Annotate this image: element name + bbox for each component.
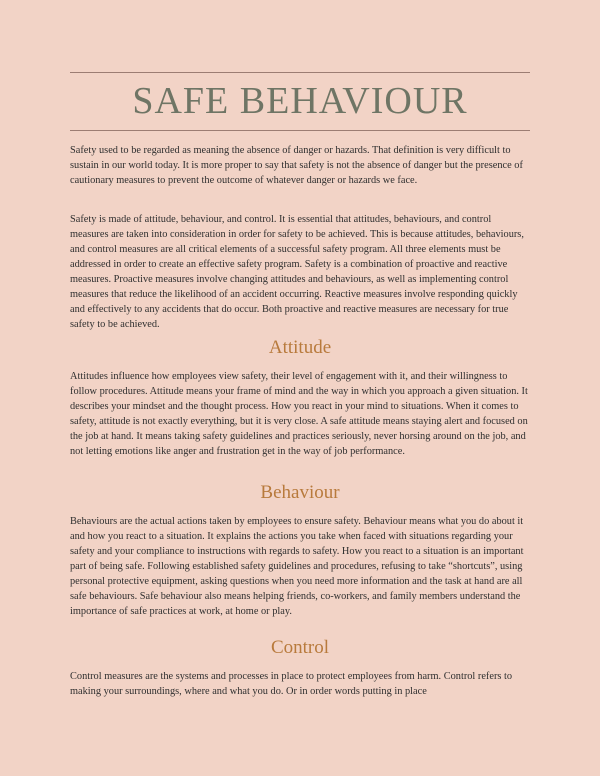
section-heading-attitude: Attitude — [268, 337, 332, 358]
title-top-rule — [70, 72, 530, 73]
page-title: SAFE BEHAVIOUR — [132, 80, 468, 122]
section-body-control: Control measures are the systems and processes in place to protect employees from harm. Control refers to making your surroundings, where and what you do. Or in order words putting in place — [70, 671, 513, 697]
section-body-behaviour: Behaviours are the actual actions taken by employees to ensure safety. Behaviour means what you do about it and how you react to a situation. It explains the actions you take when faced with situations regarding your safety and your compliance to instructions with regards to safety. How you react to a situation is an important part of being safe. Following established safety guidelines and procedures, refusing to take “shortcuts”, using personal protective equipment, asking questions when you need more information and the task at hand are all safe behaviours. Safe behaviour also means helping friends, co-workers, and family members understand the importance of safe practices at work, at home or play. — [70, 516, 524, 617]
section-heading-behaviour: Behaviour — [260, 482, 340, 503]
section-body-attitude: Attitudes influence how employees view safety, their level of engagement with it, and their willingness to follow procedures. Attitude means your frame of mind and the way in which you approach a given situation. It describes your mindset and the thought process. How you react in your mind to situations. When it comes to safety, attitude is not exactly everything, but it is very close. A safe attitude means staying alert and focused on the job at hand. It means taking safety guidelines and practices seriously, never horsing around on the job, and not letting emotions like anger and frustration get in the way of job performance. — [70, 371, 528, 457]
intro-paragraph-1: Safety used to be regarded as meaning the absence of danger or hazards. That definition is very difficult to sustain in our world today. It is more proper to say that safety is not the absence of danger but the presence of cautionary measures to prevent the outcome of whatever danger or hazards we face. — [70, 145, 523, 186]
title-bottom-rule — [70, 130, 530, 131]
section-heading-control: Control — [270, 637, 330, 658]
intro-paragraph-2: Safety is made of attitude, behaviour, and control. It is essential that attitudes, behaviours, and control measures are taken into consideration in order for safety to be achieved. This is because attitudes, behaviours, and control measures are all critical elements of a successful safety program. All three elements must be addressed in order to create an effective safety program. Safety is a combination of proactive and reactive measures. Proactive measures involve changing attitudes and behaviours, as well as implementing control measures that reduce the likelihood of an accident occurring. Reactive measures involve responding quickly and effectively to any accidents that do occur. Both proactive and reactive measures are necessary for true safety to be achieved. — [70, 214, 524, 330]
